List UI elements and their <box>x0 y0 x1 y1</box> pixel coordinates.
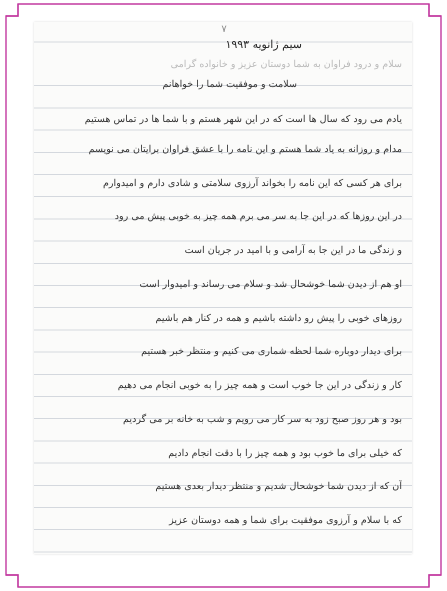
letter-line-8: او هم از دیدن شما خوشحال شد و سلام می رساند و امیدوار است <box>139 279 402 290</box>
page-number: ۷ <box>221 24 227 35</box>
letter-line-1: سلام و درود فراوان به شما دوستان عزیز و خانواده گرامی <box>170 59 402 70</box>
letter-line-3: یادم می رود که سال ها است که در این شهر هستم و با شما ها در تماس هستیم <box>84 114 402 125</box>
letter-line-2: سلامت و موفقیت شما را خواهانم <box>162 79 297 90</box>
frame-corner-bl <box>6 575 18 587</box>
letter-line-14: آن که از دیدن شما خوشحال شدیم و منتظر دیدار بعدی هستیم <box>155 481 402 492</box>
letter-line-5: برای هر کسی که این نامه را بخواند آرزوی سلامتی و شادی دارم و امیدوارم <box>102 178 402 189</box>
letter-line-10: برای دیدار دوباره شما لحظه شماری می کنیم و منتظر خبر هستیم <box>141 346 402 357</box>
letter-line-7: و زندگی ما در این جا به آرامی و با امید در جریان است <box>184 245 402 256</box>
date-line: سیم ژانویه ۱۹۹۳ <box>225 38 302 51</box>
letter-line-4: مدام و روزانه به یاد شما هستم و این نامه را با عشق فراوان برایتان می نویسم <box>88 144 402 155</box>
letter-line-9: روزهای خوبی را پیش رو داشته باشیم و همه در کنار هم باشیم <box>155 313 402 324</box>
frame-corner-tr <box>429 4 441 16</box>
letter-line-13: که خیلی برای ما خوب بود و همه چیز را با دقت انجام دادیم <box>168 448 402 459</box>
handwritten-letter-page <box>34 22 412 554</box>
frame-corner-br <box>429 575 441 587</box>
frame-corner-tl <box>6 4 18 16</box>
letter-line-12: بود و هر روز صبح زود به سر کار می رویم و شب به خانه بر می گردیم <box>123 414 402 425</box>
letter-line-11: کار و زندگی در این جا خوب است و همه چیز را به خوبی انجام می دهیم <box>117 380 402 391</box>
letter-line-6: در این روزها که در این جا به سر می برم همه چیز به خوبی پیش می رود <box>114 211 402 222</box>
letter-line-15: که با سلام و آرزوی موفقیت برای شما و همه دوستان عزیز <box>169 515 402 526</box>
